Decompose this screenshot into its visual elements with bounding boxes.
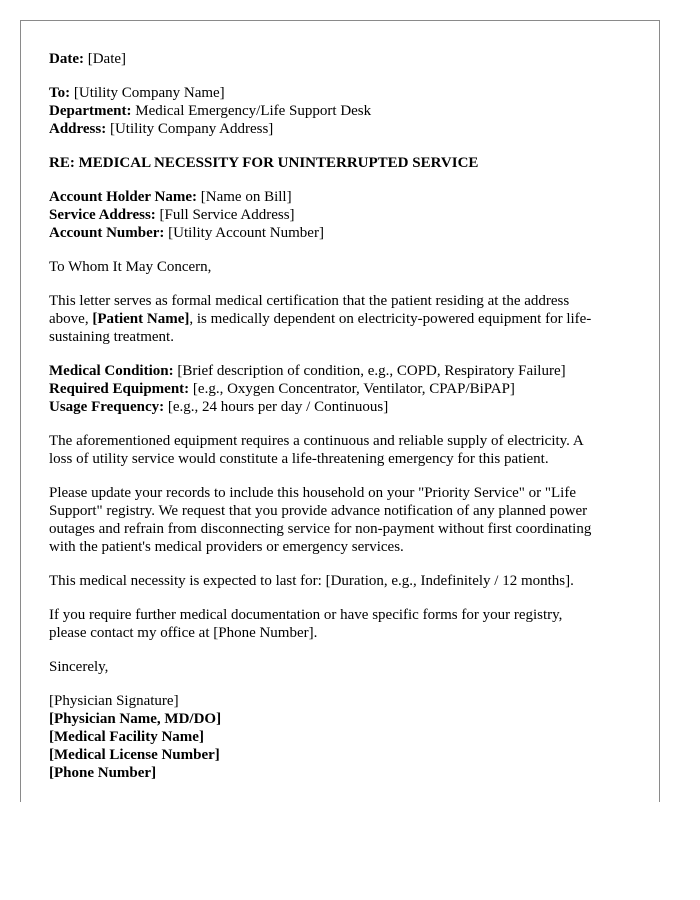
address-label: Address: xyxy=(49,121,107,137)
duration-paragraph xyxy=(49,572,631,590)
phone-number: [Phone Number] xyxy=(49,765,157,781)
intro-line-2-pre: above, xyxy=(49,311,93,327)
department-label: Department: xyxy=(49,103,132,119)
request-line-1: Please update your records to include this household on your "Priority Service" or "Life xyxy=(49,485,576,501)
closing: Sincerely, xyxy=(49,659,109,675)
request-line-3: outages and refrain from disconnecting service for non-payment without first coordinating xyxy=(49,521,592,537)
service-address-label: Service Address: xyxy=(49,207,156,223)
required-equipment-value: [e.g., Oxygen Concentrator, Ventilator, CPAP/BiPAP] xyxy=(192,381,515,397)
request-line-2: Support" registry. We request that you provide advance notification of any planned power xyxy=(49,503,588,519)
account-number-label: Account Number: xyxy=(49,225,165,241)
physician-name: [Physician Name, MD/DO] xyxy=(49,711,222,727)
request-line-4: with the patient's medical providers or emergency services. xyxy=(49,539,404,555)
usage-frequency-value: [e.g., 24 hours per day / Continuous] xyxy=(167,399,389,415)
intro-line-2-post: , is medically dependent on electricity-powered equipment for life- xyxy=(189,311,592,327)
medical-block xyxy=(49,362,631,416)
medical-condition-label: Medical Condition: xyxy=(49,363,174,379)
request-paragraph xyxy=(49,484,631,556)
intro-line-3: sustaining treatment. xyxy=(49,329,174,345)
medical-facility-name: [Medical Facility Name] xyxy=(49,729,204,745)
date-label: Date: xyxy=(49,51,84,67)
equipment-line-2: loss of utility service would constitute a life-threatening emergency for this patient. xyxy=(49,451,549,467)
patient-name: [Patient Name] xyxy=(92,311,190,327)
signature-block xyxy=(49,692,631,782)
account-holder-label: Account Holder Name: xyxy=(49,189,198,205)
duration-line: This medical necessity is expected to last for: [Duration, e.g., Indefinitely / 12 months]. xyxy=(49,573,574,589)
recipient-block xyxy=(49,84,631,138)
date-value: [Date] xyxy=(87,51,127,67)
letter-page xyxy=(20,20,660,802)
subject-line: RE: MEDICAL NECESSITY FOR UNINTERRUPTED SERVICE xyxy=(49,155,479,171)
date-line xyxy=(49,50,631,68)
physician-signature: [Physician Signature] xyxy=(49,693,179,709)
service-address-value: [Full Service Address] xyxy=(159,207,295,223)
account-holder-value: [Name on Bill] xyxy=(200,189,292,205)
medical-condition-value: [Brief description of condition, e.g., COPD, Respiratory Failure] xyxy=(177,363,566,379)
intro-line-1: This letter serves as formal medical certification that the patient residing at the address xyxy=(49,293,570,309)
account-number-value: [Utility Account Number] xyxy=(168,225,324,241)
equipment-line-1: The aforementioned equipment requires a continuous and reliable supply of electricity. A xyxy=(49,433,584,449)
required-equipment-label: Required Equipment: xyxy=(49,381,190,397)
account-block xyxy=(49,188,631,242)
department-value: Medical Emergency/Life Support Desk xyxy=(135,103,372,119)
contact-paragraph xyxy=(49,606,631,642)
medical-license-number: [Medical License Number] xyxy=(49,747,220,763)
equipment-paragraph xyxy=(49,432,631,468)
intro-paragraph xyxy=(49,292,631,346)
usage-frequency-label: Usage Frequency: xyxy=(49,399,165,415)
contact-line-2: please contact my office at [Phone Number]. xyxy=(49,625,318,641)
address-value: [Utility Company Address] xyxy=(109,121,274,137)
to-value: [Utility Company Name] xyxy=(73,85,225,101)
contact-line-1: If you require further medical documentation or have specific forms for your registry, xyxy=(49,607,563,623)
salutation: To Whom It May Concern, xyxy=(49,259,212,275)
to-label: To: xyxy=(49,85,71,101)
